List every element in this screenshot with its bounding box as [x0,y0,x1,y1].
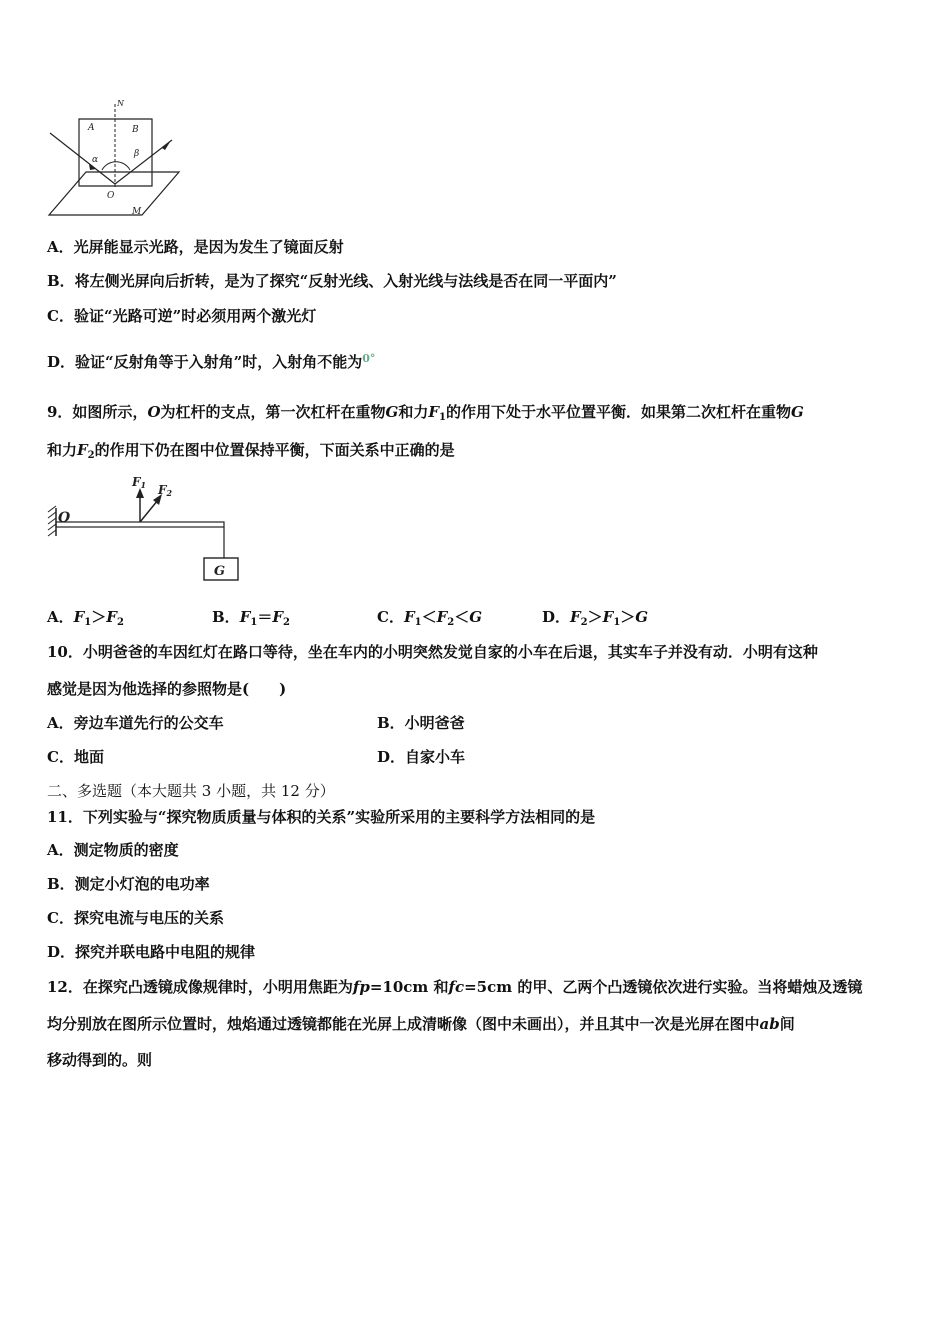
label-M: M [132,207,142,217]
q11-option-a: A．测定物质的密度 [47,841,179,859]
q10-option-a: A．旁边车道先行的公交车 [47,714,224,732]
lever-label-O: O [58,510,71,526]
q8-option-d-text: D．验证“反射角等于入射角”时，入射角不能为 [47,353,363,371]
q12-stem-line1: 12．在探究凸透镜成像规律时，小明用焦距为fp=10cm 和fc=5cm 的甲、乙两个凸透镜依次进行实验。当将蜡烛及透镜 [47,978,863,996]
zero-degree-symbol: 0° [362,352,376,365]
q9-stem-line2: 和力$F_2$的作用下仍在图中位置保持平衡，下面关系中正确的是 [47,441,455,461]
section-title: 二、多选题（本大题共 3 小题，共 12 分） [47,782,335,800]
q8-option-b: B．将左侧光屏向后折转，是为了探究“反射光线、入射光线与法线是否在同一平面内” [47,272,617,290]
q11-option-b: B．测定小灯泡的电功率 [47,875,210,893]
label-B: B [132,125,139,135]
q11-option-c: C．探究电流与电压的关系 [47,909,224,927]
q11-stem: 11．下列实验与“探究物质质量与体积的关系”实验所采用的主要科学方法相同的是 [47,808,596,826]
q10-stem-line2: 感觉是因为他选择的参照物是( ) [47,680,287,698]
q8-option-c: C．验证“光路可逆”时必须用两个激光灯 [47,307,317,325]
weight-label-G: G [214,564,226,579]
q10-option-d: D．自家小车 [377,748,466,766]
lever-figure [42,474,252,584]
label-beta: β [134,149,140,159]
q10-option-b: B．小明爸爸 [377,714,465,732]
label-A: A [88,123,95,133]
q9-option-a: A．$F_1>F_2$ [47,608,124,628]
q9-option-c: C．$F_1<F_2<G$ [377,608,483,628]
label-O: O [107,191,115,201]
q10-stem-line1: 10．小明爸爸的车因红灯在路口等待，坐在车内的小明突然发觉自家的小车在后退，其实车子并没有动．小明有这种 [47,643,818,661]
q12-stem-line3: 移动得到的。则 [47,1051,153,1069]
q10-option-c: C．地面 [47,748,104,766]
q9-option-d: D．$F_2>F_1>G$ [542,608,649,628]
q11-option-d: D．探究并联电路中电阻的规律 [47,943,256,961]
q12-stem-line2: 均分别放在图所示位置时，烛焰通过透镜都能在光屏上成清晰像（图中未画出），并且其中一次是光屏在图中ab间 [47,1015,795,1033]
q8-option-d [47,351,375,372]
force-label-F1: F1 [132,475,147,490]
mirror-reflection-figure [44,98,184,223]
q8-option-a: A．光屏能显示光路，是因为发生了镜面反射 [47,238,344,256]
label-N: N [117,99,124,108]
q9-option-b: B．$F_1=F_2$ [212,608,290,628]
force-label-F2: F2 [158,483,173,498]
label-alpha: α [92,155,99,165]
q9-stem-line1: 9．如图所示，O为杠杆的支点，第一次杠杆在重物G和力$F_1$的作用下处于水平位置平衡．如果第二次杠杆在重物G [47,403,804,423]
